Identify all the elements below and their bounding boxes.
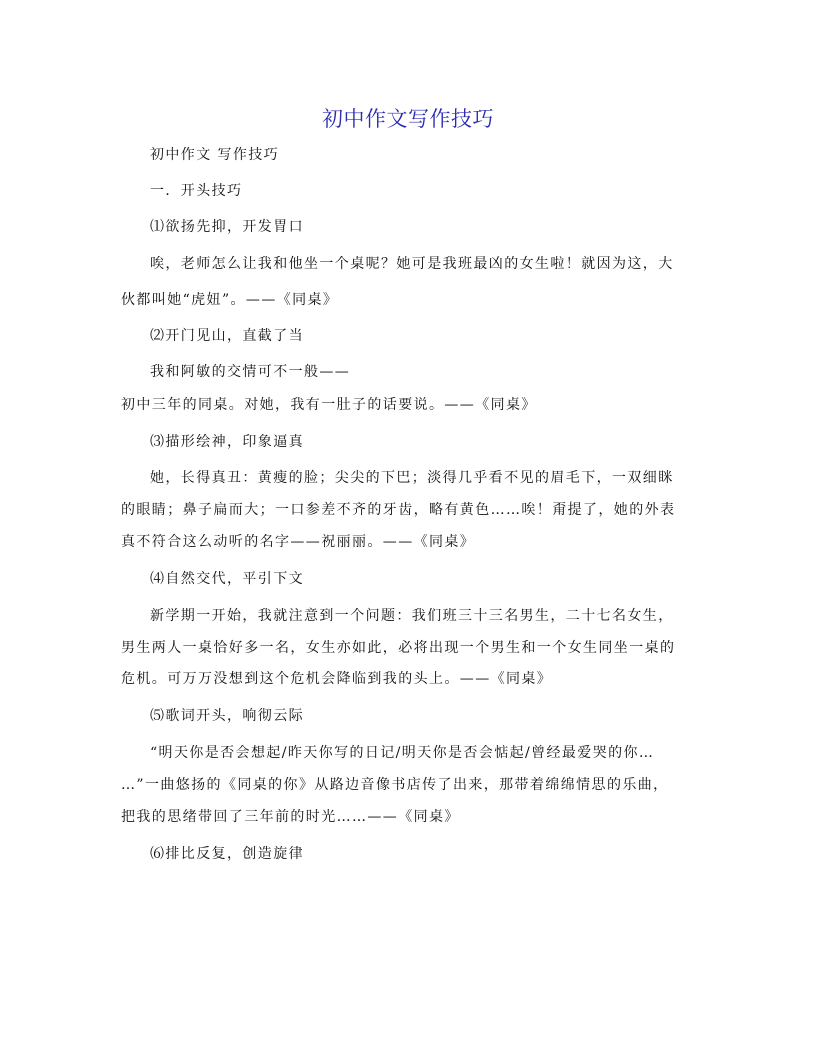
technique-heading-2: ⑵开门见山，直截了当	[150, 328, 304, 344]
paragraph-line: 伙都叫她“虎妞”。——《同桌》	[121, 292, 339, 308]
technique-heading-1: ⑴欲扬先抑，开发胃口	[150, 219, 304, 235]
paragraph-line: 真不符合这么动听的名字——祝丽丽。——《同桌》	[121, 534, 476, 550]
paragraph-line: 唉，老师怎么让我和他坐一个桌呢？她可是我班最凶的女生啦！就因为这，大	[150, 256, 674, 272]
document-title: 初中作文写作技巧	[322, 107, 494, 131]
paragraph-line: 初中三年的同桌。对她，我有一肚子的话要说。——《同桌》	[121, 397, 537, 413]
technique-heading-3: ⑶描形绘神，印象逼真	[150, 434, 304, 450]
paragraph-line: 男生两人一桌恰好多一名，女生亦如此，必将出现一个男生和一个女生同坐一桌的	[121, 640, 676, 656]
technique-heading-4: ⑷自然交代，平引下文	[150, 571, 304, 587]
paragraph-line: 的眼睛；鼻子扁而大；一口参差不齐的牙齿，略有黄色……唉！甭提了，她的外表	[121, 502, 676, 518]
paragraph-line: 新学期一开始，我就注意到一个问题：我们班三十三名男生，二十七名女生，	[150, 608, 674, 624]
paragraph-line: 她，长得真丑：黄瘦的脸；尖尖的下巴；淡得几乎看不见的眉毛下，一双细眯	[150, 470, 674, 486]
paragraph-line: …”一曲悠扬的《同桌的你》从路边音像书店传了出来，那带着绵绵情思的乐曲，	[121, 777, 669, 793]
technique-heading-5: ⑸歌词开头，响彻云际	[150, 708, 304, 724]
paragraph-line: 我和阿敏的交情可不一般——	[150, 364, 351, 380]
section-heading: 一．开头技巧	[150, 183, 243, 199]
subtitle-line: 初中作文 写作技巧	[150, 147, 280, 163]
paragraph-line: 危机。可万万没想到这个危机会降临到我的头上。——《同桌》	[121, 671, 553, 687]
paragraph-line: “明天你是否会想起/昨天你写的日记/明天你是否会惦起/曾经最爱哭的你…	[150, 745, 655, 761]
paragraph-line: 把我的思绪带回了三年前的时光……——《同桌》	[121, 809, 460, 825]
technique-heading-6: ⑹排比反复，创造旋律	[150, 846, 304, 862]
